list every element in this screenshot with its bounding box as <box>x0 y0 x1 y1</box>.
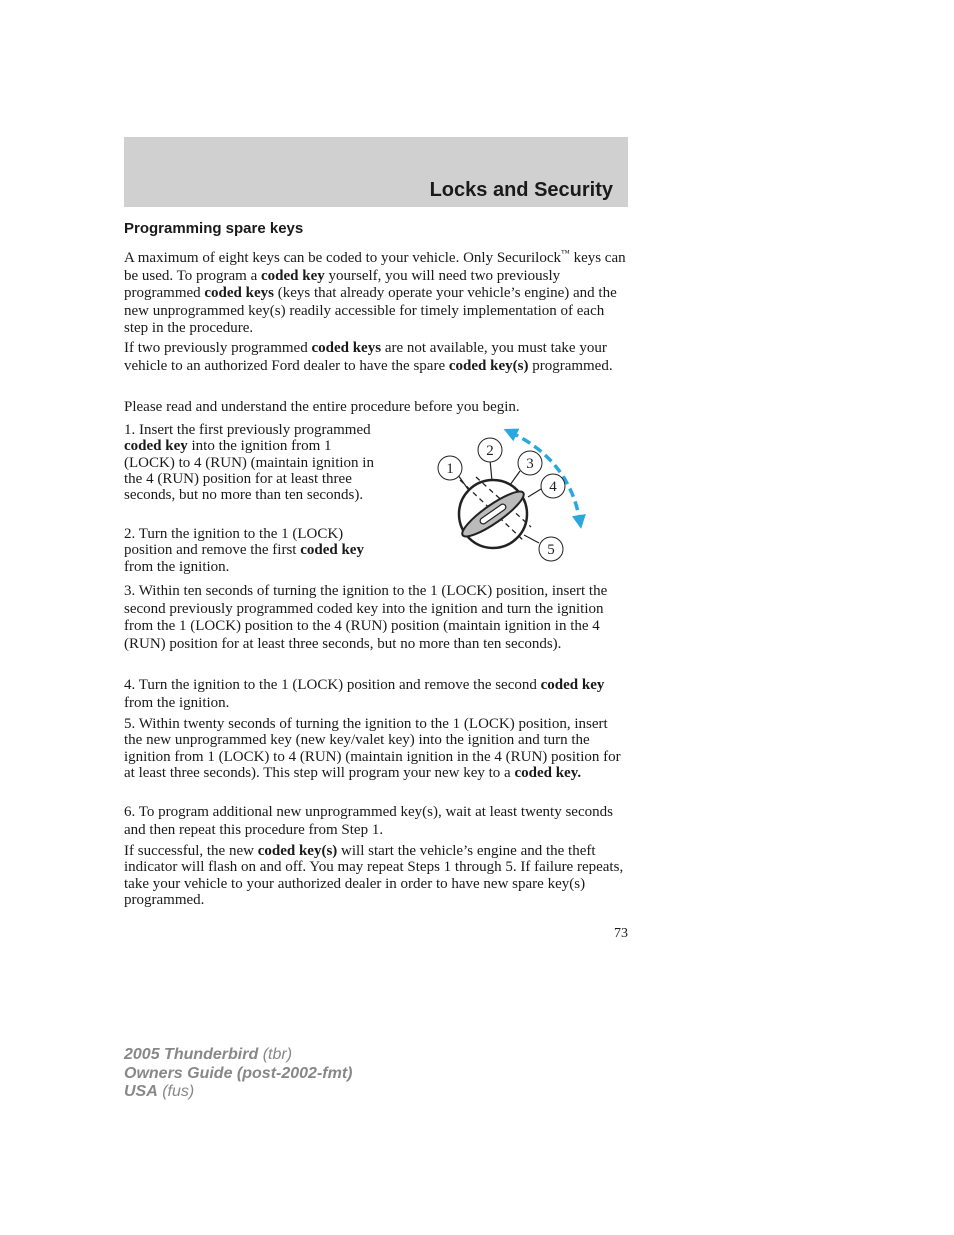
paragraph-read-first: Please read and understand the entire procedure before you begin. <box>124 399 520 415</box>
page-number: 73 <box>614 926 628 941</box>
document-footer <box>124 1046 352 1102</box>
step-4: 4. Turn the ignition to the 1 (LOCK) position and remove the second coded key from the ignition. <box>124 677 605 711</box>
position-label-4: 4 <box>549 479 557 495</box>
step-3: 3. Within ten seconds of turning the ignition to the 1 (LOCK) position, insert the second previously programmed coded key into the ignition and turn the ignition from the 1 (LOCK) position to the 4 (RUN) position (maintain ignition in the 4 (RUN) position for at least three seconds, but no more than ten seconds). <box>124 583 608 652</box>
paragraph-intro: A maximum of eight keys can be coded to your vehicle. Only Securilock™ keys can be used. To program a coded key yourself, you will need two previously programmed coded keys (keys that already operate your vehicle’s engine) and the new unprogrammed key(s) readily accessible for timely implementation of each step in the procedure. <box>124 248 626 336</box>
step-1: 1. Insert the first previously programmed coded key into the ignition from 1 (LOCK) to 4 (RUN) (maintain ignition in the 4 (RUN) position for at least three seconds, but no more than ten seconds). <box>124 422 374 504</box>
position-label-1: 1 <box>446 461 454 477</box>
section-header-bar <box>124 137 628 207</box>
paragraph-dealer: If two previously programmed coded keys are not available, you must take your vehicle to an authorized Ford dealer to have the spare coded key(s) programmed. <box>124 340 613 374</box>
footer-line-market: USA (fus) <box>124 1083 195 1100</box>
footer-line-model: 2005 Thunderbird (tbr) <box>124 1046 293 1063</box>
section-title: Programming spare keys <box>124 220 304 237</box>
step-2: 2. Turn the ignition to the 1 (LOCK) position and remove the first coded key from the ignition. <box>124 526 364 575</box>
step-6: 6. To program additional new unprogrammed key(s), wait at least twenty seconds and then repeat this procedure from Step 1. <box>124 804 613 838</box>
position-label-5: 5 <box>547 542 555 558</box>
footer-line-guide: Owners Guide (post-2002-fmt) <box>124 1064 353 1082</box>
position-label-2: 2 <box>486 443 494 459</box>
paragraph-success: If successful, the new coded key(s) will start the vehicle’s engine and the theft indicator will flash on and off. You may repeat Steps 1 through 5. If failure repeats, take your vehicle to your authorized dealer in order to have new spare key(s) programmed. <box>124 843 624 908</box>
ignition-diagram <box>430 425 600 570</box>
position-label-3: 3 <box>526 456 534 472</box>
step-5: 5. Within twenty seconds of turning the ignition to the 1 (LOCK) position, insert the new unprogrammed key (new key/valet key) into the ignition and turn the ignition from 1 (LOCK) to 4 (RUN) (maintain ignition in the 4 (RUN) position for at least three seconds). This step will program your new key to a coded key. <box>124 716 621 781</box>
page-title: Locks and Security <box>429 179 613 201</box>
